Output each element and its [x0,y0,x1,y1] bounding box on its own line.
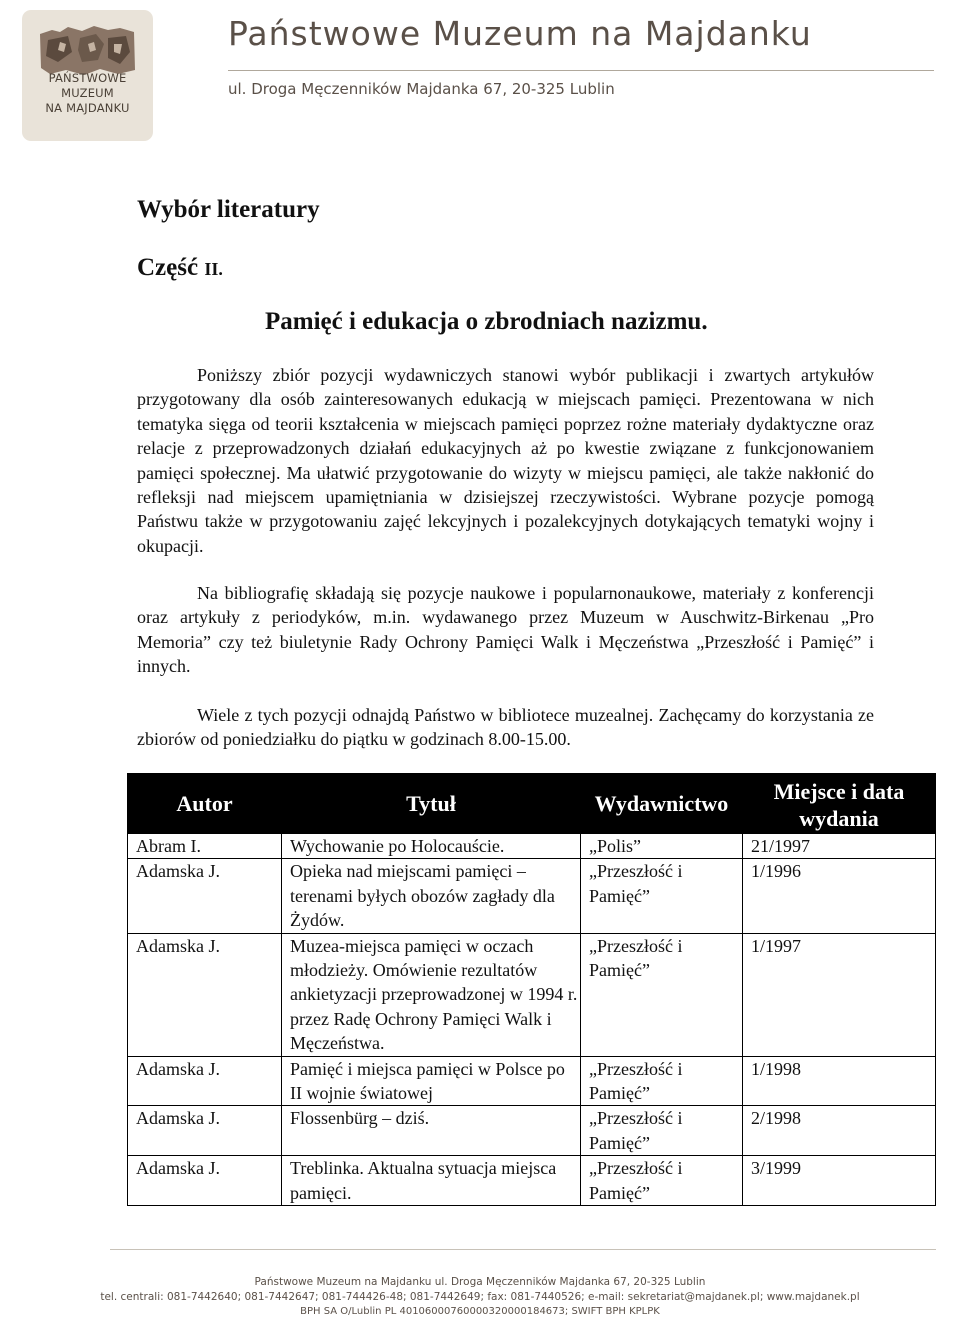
cell-author: Adamska J. [128,859,282,933]
cell-place-date: 1/1998 [743,1056,936,1106]
table-row [128,1156,936,1206]
logo-caption [22,71,153,116]
cell-publisher: „Przeszłość i Pamięć” [581,1056,743,1106]
cell-author: Adamska J. [128,1106,282,1156]
cell-place-date: 1/1996 [743,859,936,933]
cell-title: Opieka nad miejscami pamięci – terenami byłych obozów zagłady dla Żydów. [282,859,581,933]
section-subheading: Pamięć i edukacja o zbrodniach nazizmu. [265,308,708,335]
footer-bank: BPH SA O/Lublin PL 40106000760000320000184673; SWIFT BPH KPLPK [300,1306,660,1317]
table-row [128,1056,936,1106]
footer-divider [110,1249,936,1250]
table-row [128,933,936,1056]
intro-paragraph [137,363,874,558]
cell-author: Adamska J. [128,933,282,1056]
cell-title: Wychowanie po Holocauście. [282,834,581,859]
table-row [128,1106,936,1156]
paragraph-text: Na bibliografię składają się pozycje naukowe i popularnonaukowe, materiały z konferencji oraz artykuły z periodyków, m.in. wydawanego przez Muzeum w Auschwitz-Birkenau „Pro Memoria” czy też biuletynie Rady Ochrony Pamięci Walk i Męczeństwa „Przeszłość i Pamięć” i innych. [137,583,874,677]
cell-title: Flossenbürg – dziś. [282,1106,581,1156]
logo-line: PAŃSTWOWE [48,71,127,85]
library-paragraph [137,703,874,752]
monument-logo-icon [38,22,137,77]
logo-line: NA MAJDANKU [45,101,130,115]
cell-publisher: „Polis” [581,834,743,859]
cell-title: Pamięć i miejsca pamięci w Polsce po II wojnie światowej [282,1056,581,1106]
header-divider [228,70,934,71]
cell-publisher: „Przeszłość i Pamięć” [581,933,743,1056]
document-heading: Wybór literatury [137,196,320,223]
museum-logo [22,10,153,141]
cell-publisher: „Przeszłość i Pamięć” [581,1156,743,1206]
letterhead-title: Państwowe Muzeum na Majdanku [228,14,812,53]
paragraph-text: Wiele z tych pozycji odnajdą Państwo w bibliotece muzealnej. Zachęcamy do korzystania ze zbiorów od poniedziałku do piątku w godzinach 8.00-15.00. [137,705,874,750]
cell-publisher: „Przeszłość i Pamięć” [581,859,743,933]
cell-place-date: 1/1997 [743,933,936,1056]
logo-line: MUZEUM [61,86,114,100]
table-header-row [128,774,936,834]
cell-author: Abram I. [128,834,282,859]
paragraph-text: Poniższy zbiór pozycji wydawniczych stanowi wybór publikacji i zwartych artykułów przygotowany dla osób zainteresowanych edukacją w miejscach pamięci. Prezentowana w nich tematyka sięga od teorii kształcenia w miejscach pamięci poprzez rożne materiały dydaktyczne oraz relacje z przeprowadzonych działań edukacyjnych aż po kwestie związane z funkcjonowaniem pamięci społecznej. Ma ułatwić przygotowanie do wizyty w miejscu pamięci, ale także nakłonić do refleksji nad miejscem upamiętniania w dzisiejszej rzeczywistości. Wybrane pozycje pomogą Państwu także w przygotowaniu zajęć lekcyjnych i pozalekcyjnych dotykających tematyki wojny i okupacji. [137,365,874,556]
cell-title: Treblinka. Aktualna sytuacja miejsca pamięci. [282,1156,581,1206]
part-heading [137,254,223,282]
column-header-title: Tytuł [282,774,581,834]
footer-address: Państwowe Muzeum na Majdanku ul. Droga Męczenników Majdanka 67, 20-325 Lublin [254,1276,706,1288]
cell-publisher: „Przeszłość i Pamięć” [581,1106,743,1156]
cell-author: Adamska J. [128,1056,282,1106]
column-header-publisher: Wydawnictwo [581,774,743,834]
bibliography-paragraph [137,581,874,679]
table-row [128,834,936,859]
bibliography-table [127,773,936,1206]
table-row [128,859,936,933]
part-roman: II. [204,259,223,279]
footer-contacts: tel. centrali: 081-7442640; 081-7442647; 081-744426-48; 081-7442649; fax: 081-7440526; e-mail: sekretariat@majdanek.pl; www.majdanek.pl [100,1291,860,1303]
cell-title: Muzea-miejsca pamięci w oczach młodzieży. Omówienie rezultatów ankietyzacji przeprowadzonej w 1994 r. przez Radę Ochrony Pamięci Walk i Męczeństwa. [282,933,581,1056]
column-header-place-date: Miejsce i data wydania [743,774,936,834]
letterhead-address: ul. Droga Męczenników Majdanka 67, 20-325 Lublin [228,80,615,98]
cell-place-date: 3/1999 [743,1156,936,1206]
part-prefix: Część [137,254,205,281]
cell-place-date: 21/1997 [743,834,936,859]
cell-place-date: 2/1998 [743,1106,936,1156]
cell-author: Adamska J. [128,1156,282,1206]
column-header-author: Autor [128,774,282,834]
